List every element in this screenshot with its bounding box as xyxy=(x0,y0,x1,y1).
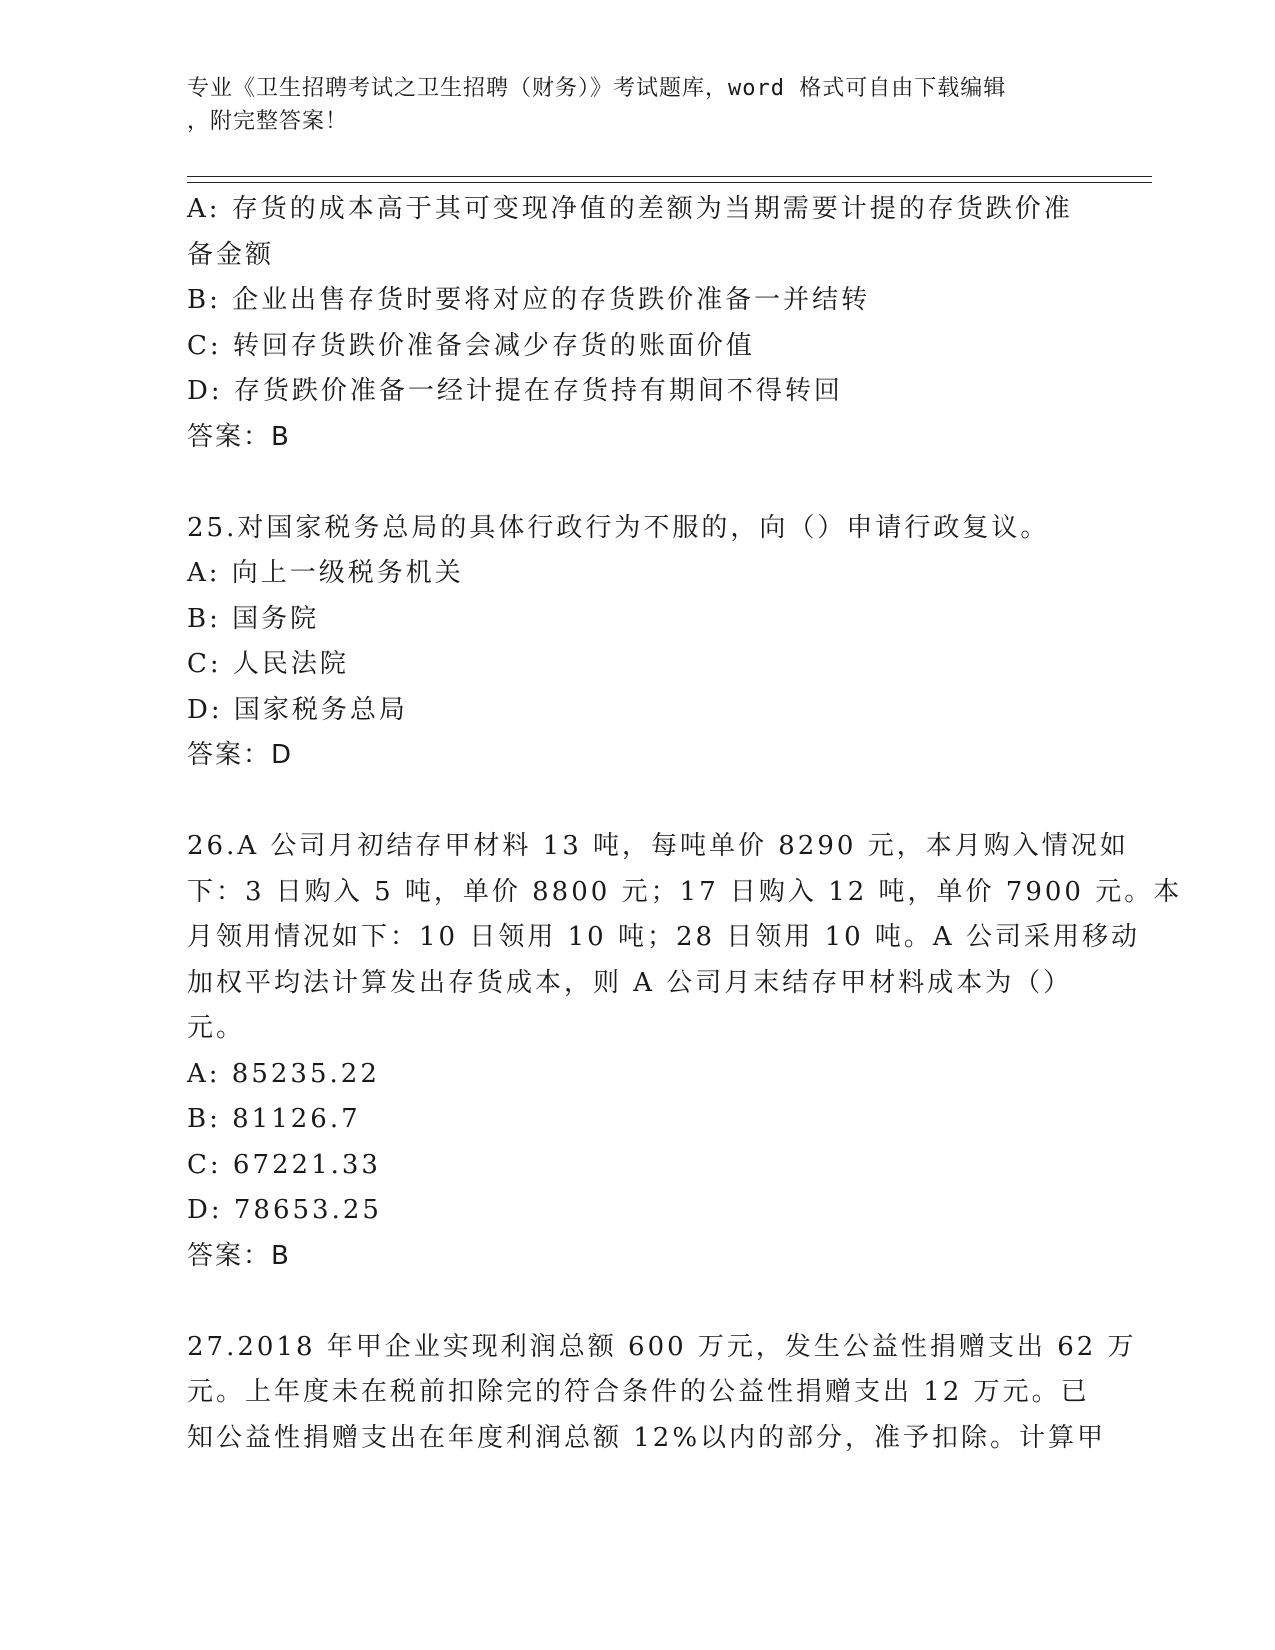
option-c: C: 转回存货跌价准备会减少存货的账面价值 xyxy=(187,330,755,361)
option-c: C: 67221.33 xyxy=(187,1149,381,1180)
question-content xyxy=(187,187,1183,1461)
question-stem-line-3: 知公益性捐赠支出在年度利润总额 12%以内的部分，准予扣除。计算甲 xyxy=(187,1422,1107,1453)
header-divider-bottom xyxy=(187,182,1152,183)
question-stem-line-2: 元。上年度未在税前扣除完的符合条件的公益性捐赠支出 12 万元。已 xyxy=(187,1377,1090,1407)
question-25 xyxy=(187,506,1077,779)
option-b: B: 81126.7 xyxy=(187,1104,361,1134)
spacer xyxy=(187,460,1077,506)
option-a-line-2: 备金额 xyxy=(187,239,275,270)
question-stem-line-2: 下：3 日购入 5 吨，单价 8800 元；17 日购入 12 吨，单价 7900 元。本 xyxy=(187,876,1183,907)
header-line-1: 专业《卫生招聘考试之卫生招聘（财务）》考试题库，word 格式可自由下载编辑 xyxy=(187,76,1007,101)
answer: 答案：D xyxy=(187,740,294,770)
option-d: D: 国家税务总局 xyxy=(187,694,408,725)
question-stem-line-4: 加权平均法计算发出存货成本，则 A 公司月末结存甲材料成本为（） xyxy=(187,967,1073,998)
question-stem-line-3: 月领用情况如下：10 日领用 10 吨；28 日领用 10 吨。A 公司采用移动 xyxy=(187,922,1140,952)
header-line-2: ，附完整答案！ xyxy=(187,109,349,134)
answer: 答案：B xyxy=(187,1240,291,1271)
option-d: D: 78653.25 xyxy=(187,1195,382,1225)
option-d: D: 存货跌价准备一经计提在存货持有期间不得转回 xyxy=(187,376,843,406)
option-b: B: 企业出售存货时要将对应的存货跌价准备一并结转 xyxy=(187,285,871,315)
question-24-options xyxy=(187,187,1077,460)
question-stem: 25.对国家税务总局的具体行政行为不服的，向（）申请行政复议。 xyxy=(187,512,1050,543)
answer: 答案：B xyxy=(187,421,291,452)
document-header xyxy=(187,72,1067,138)
header-divider-top xyxy=(187,176,1152,177)
option-c: C: 人民法院 xyxy=(187,649,349,679)
question-27 xyxy=(187,1325,1137,1462)
question-stem-line-1: 27.2018 年甲企业实现利润总额 600 万元，发生公益性捐赠支出 62 万 xyxy=(187,1331,1137,1362)
option-a: A: 85235.22 xyxy=(187,1058,380,1089)
option-b: B: 国务院 xyxy=(187,603,320,634)
option-a: A: 向上一级税务机关 xyxy=(187,558,464,588)
question-26 xyxy=(187,824,1183,1279)
question-stem-line-5: 元。 xyxy=(187,1013,246,1043)
question-stem-line-1: 26.A 公司月初结存甲材料 13 吨，每吨单价 8290 元，本月购入情况如 xyxy=(187,831,1129,861)
spacer xyxy=(187,779,1077,825)
option-a-line-1: A: 存货的成本高于其可变现净值的差额为当期需要计提的存货跌价准 xyxy=(187,194,1073,224)
spacer xyxy=(187,1279,1077,1325)
